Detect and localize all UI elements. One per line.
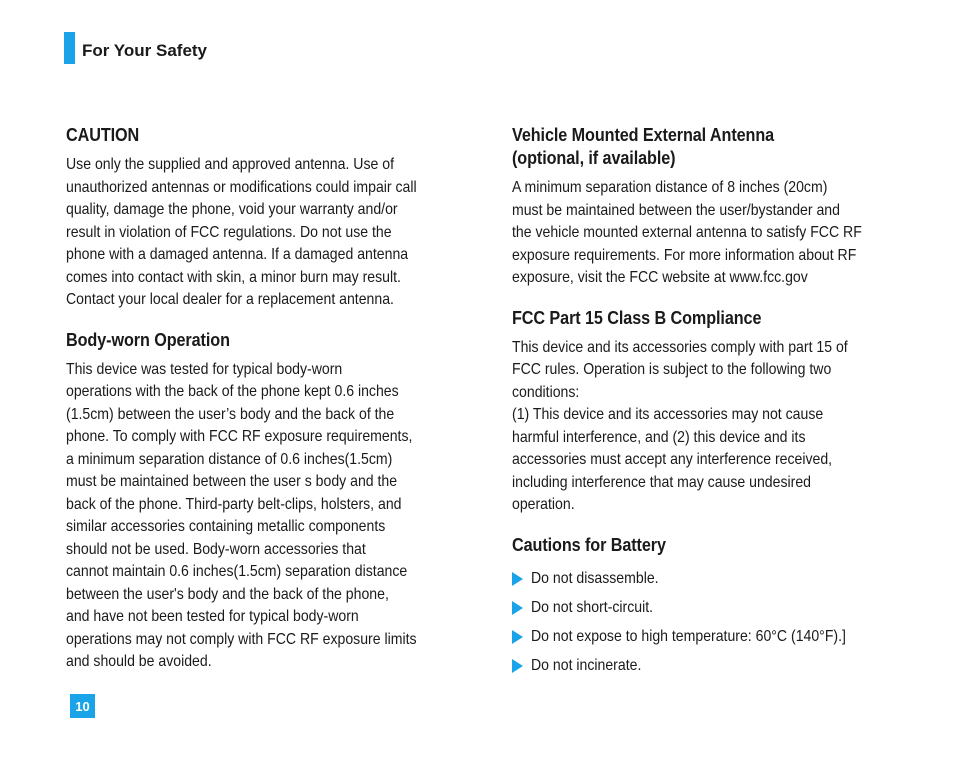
body-worn-section xyxy=(66,329,466,674)
text-line: phone. To comply with FCC RF exposure requirements, xyxy=(66,428,413,445)
text-line: FCC rules. Operation is subject to the following two xyxy=(512,361,832,378)
text-line: should not be used. Body-worn accessories that xyxy=(66,540,366,558)
page-header-title: For Your Safety xyxy=(82,41,208,60)
bullet-triangle-icon xyxy=(512,659,523,673)
text-line: must be maintained between the user/bystander and xyxy=(512,201,840,219)
text-line: (1.5cm) between the user’s body and the back of the xyxy=(66,405,395,423)
text-line: harmful interference, and (2) this device and its xyxy=(512,428,806,446)
body-worn-heading: Body-worn Operation xyxy=(66,329,230,350)
text-line: accessories must accept any interference received, xyxy=(512,451,833,468)
caution-section xyxy=(66,124,466,312)
text-line: cannot maintain 0.6 inches(1.5cm) separation distance xyxy=(66,563,408,580)
text-line: result in violation of FCC regulations. Do not use the xyxy=(66,223,392,241)
bullet-text: Do not incinerate. xyxy=(531,657,642,674)
text-line: phone with a damaged antenna. If a damaged antenna xyxy=(66,246,409,263)
text-line: Contact your local dealer for a replacement antenna. xyxy=(66,291,394,308)
text-line: and should be avoided. xyxy=(66,653,212,670)
bullet-text: Do not disassemble. xyxy=(531,570,659,587)
text-line: operation. xyxy=(512,496,575,513)
bullet-triangle-icon xyxy=(512,572,523,586)
text-line: including interference that may cause undesired xyxy=(512,473,811,491)
text-line: exposure, visit the FCC website at www.fcc.gov xyxy=(512,269,808,286)
text-line: between the user's body and the back of the phone, xyxy=(66,585,389,603)
vehicle-antenna-paragraph xyxy=(512,177,908,290)
text-line: back of the phone. Third-party belt-clips, holsters, and xyxy=(66,495,402,513)
fcc-compliance-heading: FCC Part 15 Class B Compliance xyxy=(512,307,762,328)
text-line: quality, damage the phone, void your warranty and/or xyxy=(66,201,398,218)
header-accent-bar xyxy=(64,32,75,64)
text-line: conditions: xyxy=(512,383,580,401)
text-line: Use only the supplied and approved antenna. Use of xyxy=(66,156,394,173)
text-line: This device was tested for typical body-worn xyxy=(66,360,343,378)
list-item xyxy=(512,652,912,681)
bullet-triangle-icon xyxy=(512,601,523,615)
bullet-triangle-icon xyxy=(512,630,523,644)
text-line: the vehicle mounted external antenna to satisfy FCC RF xyxy=(512,224,862,241)
text-line: exposure requirements. For more information about RF xyxy=(512,246,857,264)
list-item xyxy=(512,565,912,594)
caution-heading: CAUTION xyxy=(66,125,140,145)
right-column xyxy=(512,124,912,698)
battery-cautions-list xyxy=(512,565,912,681)
bullet-text: Do not expose to high temperature: 60°C (140°F).] xyxy=(531,628,846,645)
vehicle-antenna-heading-line2: (optional, if available) xyxy=(512,148,676,168)
battery-cautions-heading: Cautions for Battery xyxy=(512,534,666,555)
text-line: (1) This device and its accessories may not cause xyxy=(512,406,824,423)
left-column xyxy=(66,124,466,691)
battery-cautions-section xyxy=(512,534,912,681)
list-item xyxy=(512,594,912,623)
body-worn-paragraph xyxy=(66,359,462,674)
bullet-text: Do not short-circuit. xyxy=(531,599,654,616)
page-number-badge: 10 xyxy=(70,694,95,718)
text-line: and have not been tested for typical body-worn xyxy=(66,608,359,625)
fcc-compliance-paragraph xyxy=(512,337,908,517)
text-line: This device and its accessories comply with part 15 of xyxy=(512,338,848,356)
text-line: similar accessories containing metallic components xyxy=(66,518,386,535)
caution-paragraph xyxy=(66,154,462,312)
list-item xyxy=(512,623,912,652)
text-line: a minimum separation distance of 0.6 inches(1.5cm) xyxy=(66,450,393,468)
text-line: operations with the back of the phone kept 0.6 inches xyxy=(66,383,399,400)
text-line: unauthorized antennas or modifications could impair call xyxy=(66,178,417,196)
text-line: must be maintained between the user s body and the xyxy=(66,473,398,490)
text-line: A minimum separation distance of 8 inches (20cm) xyxy=(512,179,828,196)
text-line: operations may not comply with FCC RF exposure limits xyxy=(66,630,417,648)
fcc-compliance-section xyxy=(512,307,912,517)
vehicle-antenna-section xyxy=(512,124,912,290)
vehicle-antenna-heading-line1: Vehicle Mounted External Antenna xyxy=(512,125,775,145)
text-line: comes into contact with skin, a minor burn may result. xyxy=(66,268,401,286)
